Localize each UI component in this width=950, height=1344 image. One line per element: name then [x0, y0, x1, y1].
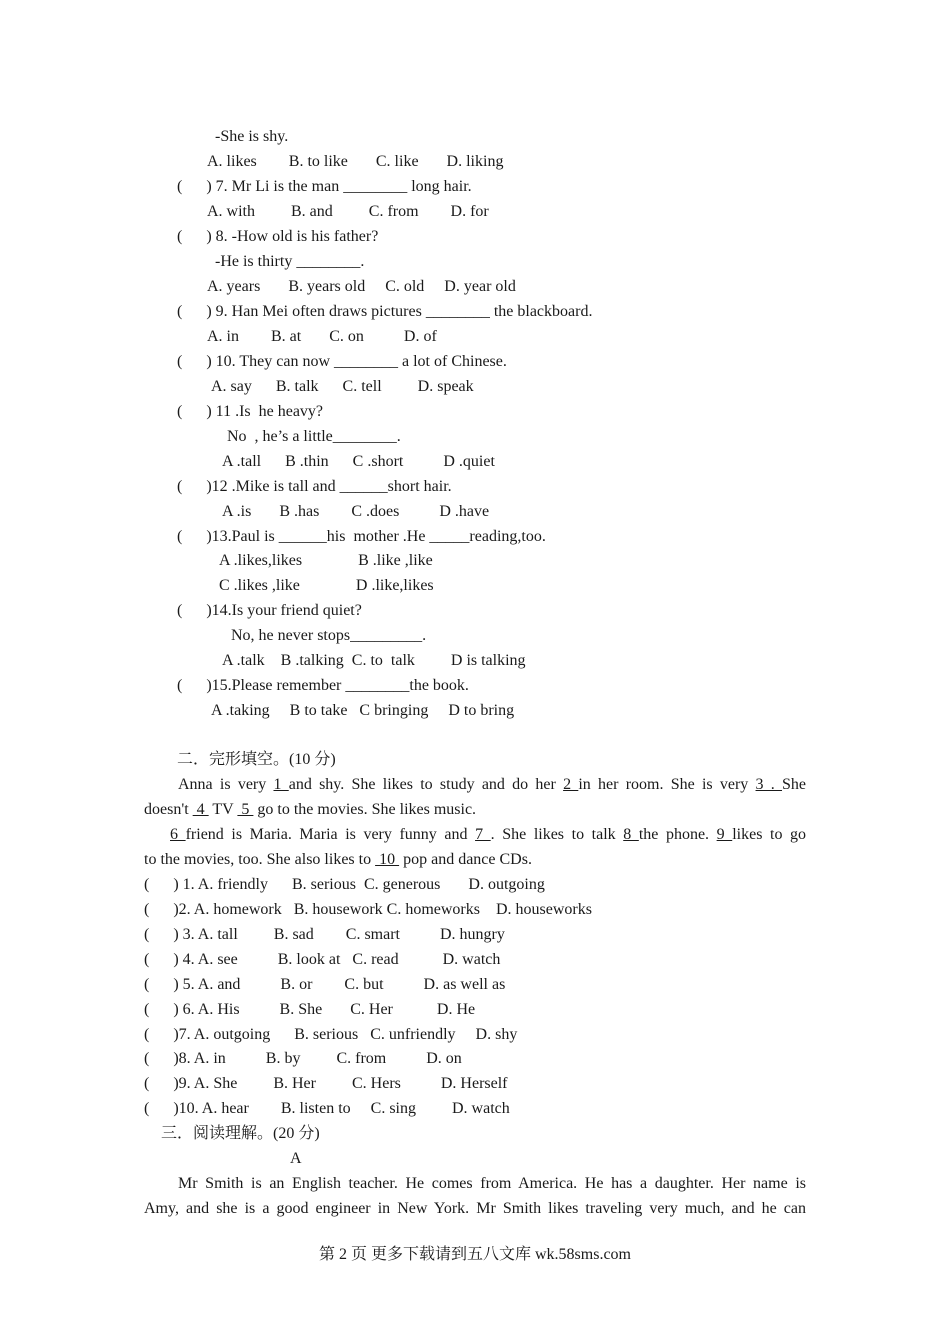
section-heading: 二．完形填空。(10 分) [177, 751, 336, 768]
cloze-paragraph-line: to the movies, too. She also likes to 10 pop and dance CDs. [144, 851, 532, 868]
mc-line: ( ) 7. Mr Li is the man ________ long hair. [177, 178, 472, 195]
mc-line: A .taking B to take C bringing D to bring [211, 702, 515, 719]
mc-line: C .likes ,like D .like,likes [219, 577, 434, 594]
mc-line: ( )12 .Mike is tall and ______short hair. [177, 478, 452, 495]
mc-line: ( ) 8. -How old is his father? [177, 228, 379, 245]
passage-line: Mr Smith is an English teacher. He comes from America. He has a daughter. Her name is [178, 1175, 806, 1192]
section-heading: 三．阅读理解。(20 分) [161, 1125, 320, 1142]
mc-line: A. likes B. to like C. like D. liking [207, 153, 504, 170]
cloze-option-line: ( ) 6. A. His B. She C. Her D. He [144, 1001, 476, 1018]
mc-line: A. years B. years old C. old D. year old [207, 278, 516, 295]
mc-line: ( ) 10. They can now ________ a lot of Chinese. [177, 353, 507, 370]
mc-line: -He is thirty ________. [215, 253, 365, 270]
mc-line: ( ) 9. Han Mei often draws pictures ________ the blackboard. [177, 303, 593, 320]
mc-line: A. say B. talk C. tell D. speak [211, 378, 474, 395]
mc-line: ( )14.Is your friend quiet? [177, 602, 362, 619]
mc-line: A .likes,likes B .like ,like [219, 552, 433, 569]
cloze-option-line: ( )2. A. homework B. housework C. homeworks D. houseworks [144, 901, 592, 918]
mc-line: A .tall B .thin C .short D .quiet [222, 453, 495, 470]
mc-line: -She is shy. [215, 128, 289, 145]
cloze-option-line: ( )8. A. in B. by C. from D. on [144, 1050, 462, 1067]
cloze-paragraph-line: Anna is very 1 and shy. She likes to study and do her 2 in her room. She is very 3 . She [178, 776, 807, 793]
mc-line: A. with B. and C. from D. for [207, 203, 489, 220]
cloze-paragraph-line: doesn't 4 TV 5 go to the movies. She likes music. [144, 801, 477, 818]
mc-line: ( )15.Please remember ________the book. [177, 677, 469, 694]
mc-line: A .talk B .talking C. to talk D is talking [222, 652, 526, 669]
page-footer: 第 2 页 更多下载请到五八文库 wk.58sms.com [318, 1246, 631, 1263]
mc-line: A. in B. at C. on D. of [207, 328, 437, 345]
mc-line: No, he never stops_________. [231, 627, 427, 644]
cloze-paragraph-line: 6 friend is Maria. Maria is very funny and 7 . She likes to talk 8 the phone. 9 likes to go [170, 826, 807, 843]
mc-line: ( )13.Paul is ______his mother .He _____reading,too. [177, 528, 546, 545]
cloze-option-line: ( ) 4. A. see B. look at C. read D. watch [144, 951, 501, 968]
mc-line: No , he’s a little________. [227, 428, 401, 445]
passage-line: Amy, and she is a good engineer in New York. Mr Smith likes traveling very much, and he can [144, 1200, 806, 1217]
cloze-option-line: ( ) 1. A. friendly B. serious C. generous D. outgoing [144, 876, 545, 893]
mc-line: ( ) 11 .Is he heavy? [177, 403, 324, 420]
cloze-option-line: ( ) 3. A. tall B. sad C. smart D. hungry [144, 926, 505, 943]
cloze-option-line: ( )10. A. hear B. listen to C. sing D. watch [144, 1100, 510, 1117]
cloze-option-line: ( )9. A. She B. Her C. Hers D. Herself [144, 1075, 508, 1092]
cloze-option-line: ( ) 5. A. and B. or C. but D. as well as [144, 976, 506, 993]
passage-label: A [290, 1150, 302, 1167]
cloze-option-line: ( )7. A. outgoing B. serious C. unfriendly D. shy [144, 1026, 518, 1043]
mc-line: A .is B .has C .does D .have [222, 503, 490, 520]
